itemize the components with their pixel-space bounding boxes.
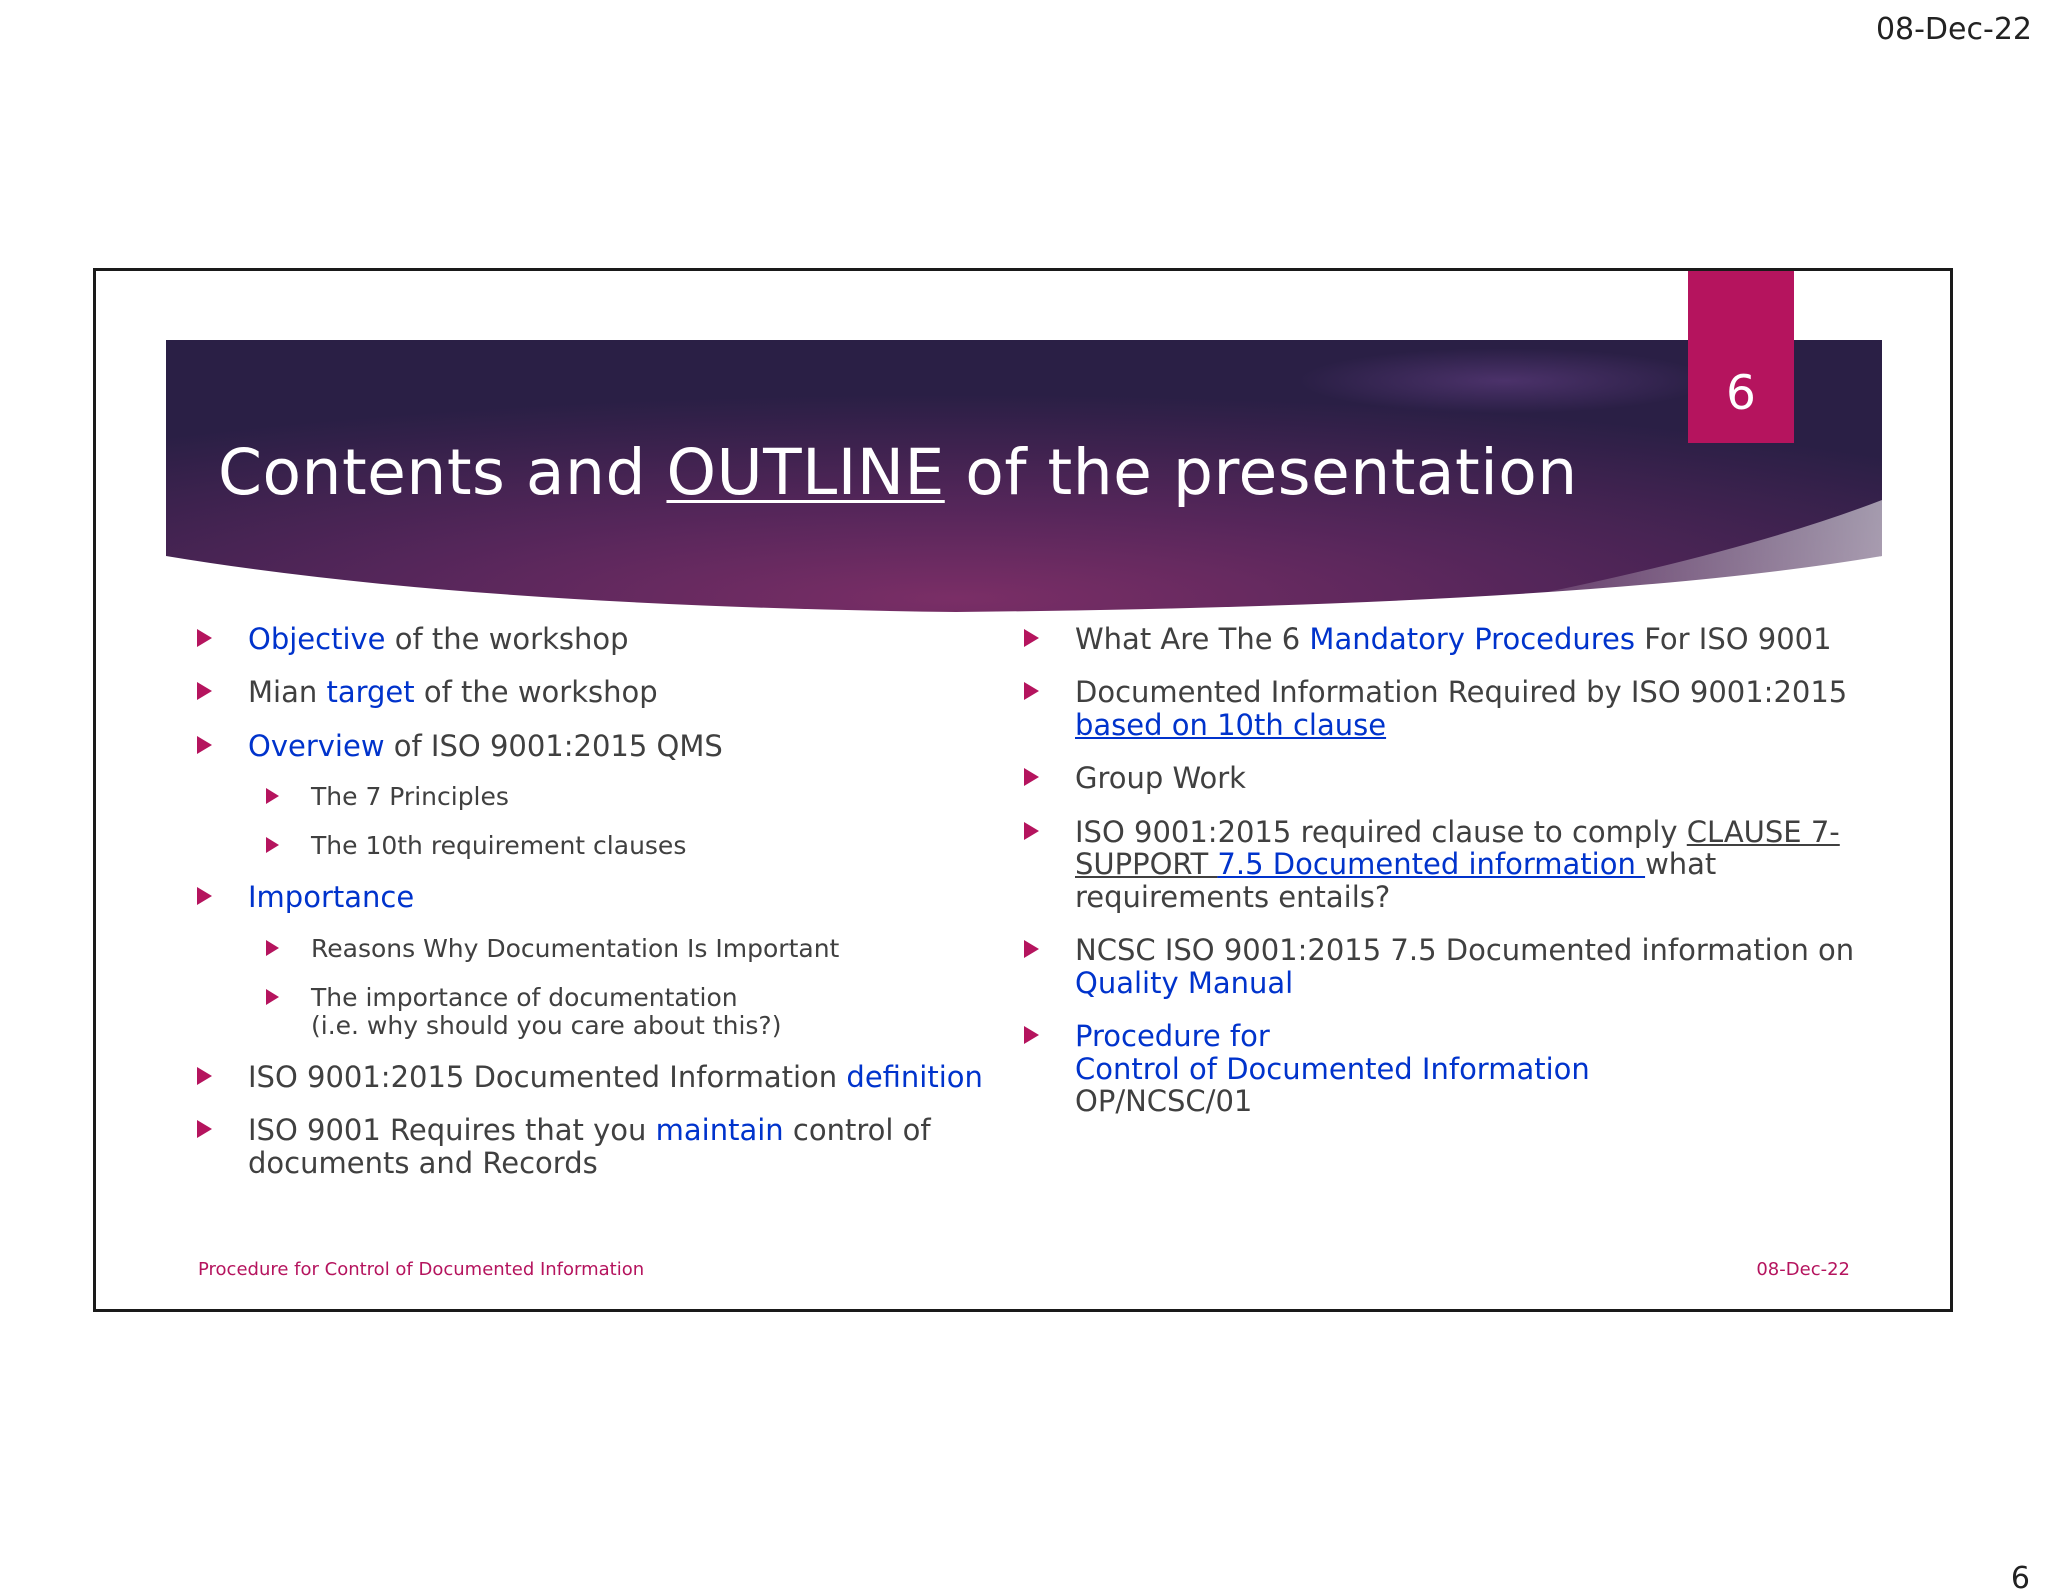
triangle-bullet-icon <box>1024 940 1039 958</box>
triangle-bullet-icon <box>197 629 212 647</box>
sub-list-item <box>197 984 1027 1040</box>
title-part-2: of the presentation <box>944 436 1578 509</box>
highlight-definition: definition <box>846 1059 983 1094</box>
highlight-overview: Overview <box>248 728 385 763</box>
list-item <box>1024 1020 1884 1117</box>
item-text: Group Work <box>1075 761 1246 796</box>
support-label: SUPPORT <box>1075 847 1218 882</box>
item-text: Documented Information Required by ISO 9001:2015 <box>1075 675 1848 710</box>
sub-list-item <box>197 783 1027 811</box>
item-text: control of <box>783 1113 931 1148</box>
link-based-on-10th-clause[interactable]: based on 10th clause <box>1075 707 1387 742</box>
triangle-bullet-icon <box>197 1120 212 1138</box>
item-text: what <box>1645 847 1717 882</box>
item-text: The importance of documentation <box>311 982 738 1012</box>
triangle-bullet-icon <box>197 736 212 754</box>
item-text: The 10th requirement clauses <box>311 831 687 861</box>
title-emphasis: OUTLINE <box>666 436 945 509</box>
item-text: NCSC ISO 9001:2015 7.5 Documented information on <box>1075 933 1855 968</box>
triangle-bullet-icon <box>1024 682 1039 700</box>
link-7-5-documented-information[interactable]: 7.5 Documented information <box>1217 847 1646 882</box>
item-text: (i.e. why should you care about this?) <box>311 1010 782 1040</box>
item-text: documents and Records <box>248 1145 598 1180</box>
slide-number: 6 <box>1726 366 1756 421</box>
list-item <box>197 676 1027 708</box>
sub-list-item <box>197 832 1027 860</box>
item-text: requirements entails? <box>1075 879 1391 914</box>
triangle-bullet-icon <box>197 887 212 905</box>
triangle-bullet-icon <box>266 940 279 956</box>
triangle-bullet-icon <box>1024 629 1039 647</box>
list-item <box>1024 934 1884 999</box>
triangle-bullet-icon <box>1024 1026 1039 1044</box>
item-text: of the workshop <box>414 675 658 710</box>
item-text: ISO 9001:2015 Documented Information <box>248 1059 847 1094</box>
list-item <box>1024 623 1884 655</box>
item-text: of ISO 9001:2015 QMS <box>384 728 723 763</box>
title-part-1: Contents and <box>218 436 667 509</box>
highlight-importance: Importance <box>248 880 415 915</box>
page-date: 08-Dec-22 <box>1875 12 2032 47</box>
list-item <box>197 623 1027 655</box>
highlight-maintain: maintain <box>655 1113 784 1148</box>
triangle-bullet-icon <box>197 1067 212 1085</box>
clause-7-label: CLAUSE 7- <box>1686 814 1840 849</box>
triangle-bullet-icon <box>1024 768 1039 786</box>
item-text: Reasons Why Documentation Is Important <box>311 933 840 963</box>
list-item <box>197 1061 1027 1093</box>
triangle-bullet-icon <box>1024 822 1039 840</box>
triangle-bullet-icon <box>266 788 279 804</box>
triangle-bullet-icon <box>197 682 212 700</box>
list-item <box>197 881 1027 913</box>
highlight-control-of-documented-information: Control of Documented Information <box>1075 1051 1590 1086</box>
item-text: ISO 9001:2015 required clause to comply <box>1075 814 1687 849</box>
triangle-bullet-icon <box>266 989 279 1005</box>
right-outline-list <box>1024 623 1884 1139</box>
sub-list-item <box>197 935 1027 963</box>
item-text: of the workshop <box>385 622 629 656</box>
item-text: Mian <box>248 675 327 710</box>
slide <box>93 268 1953 1312</box>
slide-footer-title: Procedure for Control of Documented Information <box>198 1259 645 1280</box>
slide-footer-date: 08-Dec-22 <box>1756 1259 1850 1280</box>
item-text: What Are The 6 <box>1075 622 1310 656</box>
highlight-quality-manual: Quality Manual <box>1075 965 1294 1000</box>
highlight-objective: Objective <box>248 622 386 656</box>
list-item <box>1024 816 1884 913</box>
item-text: OP/NCSC/01 <box>1075 1084 1253 1119</box>
slide-title <box>218 436 1578 509</box>
list-item <box>1024 762 1884 794</box>
list-item <box>1024 676 1884 741</box>
triangle-bullet-icon <box>266 837 279 853</box>
list-item <box>197 730 1027 762</box>
title-banner <box>166 340 1882 615</box>
page-number: 6 <box>2010 1561 2030 1596</box>
item-text: The 7 Principles <box>311 782 509 812</box>
slide-number-tab <box>1688 271 1794 443</box>
highlight-mandatory-procedures: Mandatory Procedures <box>1309 622 1636 656</box>
left-outline-list <box>197 623 1027 1200</box>
item-text: For ISO 9001 <box>1635 622 1832 656</box>
highlight-procedure-for: Procedure for <box>1075 1019 1270 1054</box>
highlight-target: target <box>326 675 415 710</box>
list-item <box>197 1114 1027 1179</box>
item-text: ISO 9001 Requires that you <box>248 1113 656 1148</box>
